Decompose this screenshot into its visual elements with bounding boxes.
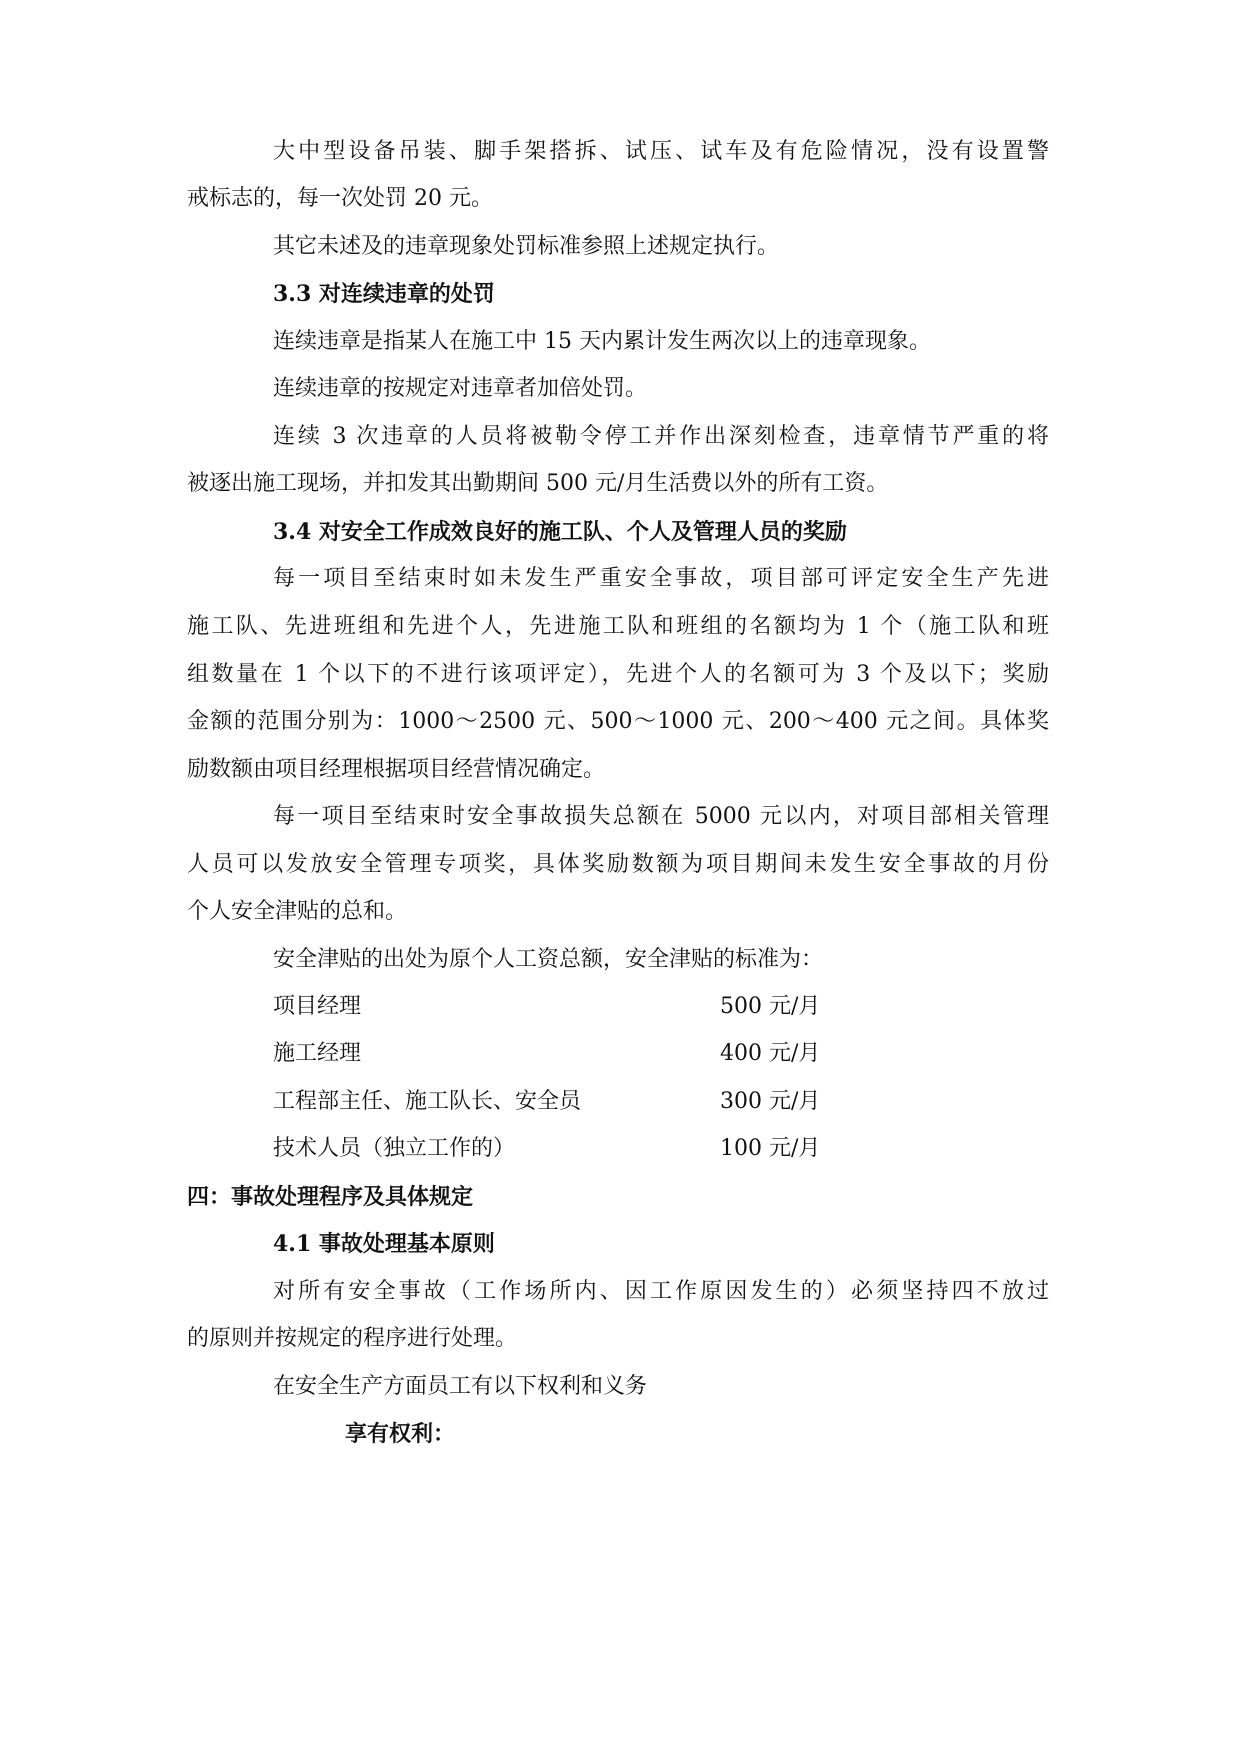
paragraph-line: 在安全生产方面员工有以下权利和义务 xyxy=(273,1374,648,1399)
paragraph-line: 每一项目至结束时安全事故损失总额在 5000 元以内，对项目部相关管理 xyxy=(273,804,1049,829)
allowance-amount: 400 元/月 xyxy=(720,1041,821,1066)
paragraph-line: 个人安全津贴的总和。 xyxy=(187,899,408,924)
allowance-role: 工程部主任、施工队长、安全员 xyxy=(273,1089,582,1114)
paragraph-line: 被逐出施工现场，并扣发其出勤期间 500 元/月生活费以外的所有工资。 xyxy=(187,471,889,496)
allowance-amount: 500 元/月 xyxy=(720,994,821,1019)
paragraph-line: 大中型设备吊装、脚手架搭拆、试压、试车及有危险情况，没有设置警 xyxy=(273,139,1049,164)
allowance-amount: 100 元/月 xyxy=(720,1136,821,1161)
chapter-heading-4: 四：事故处理程序及具体规定 xyxy=(187,1184,474,1210)
allowance-role: 技术人员（独立工作的） xyxy=(273,1136,516,1161)
paragraph-line: 励数额由项目经理根据项目经营情况确定。 xyxy=(187,757,606,782)
paragraph-line: 金额的范围分别为：1000～2500 元、500～1000 元、200～400 元之间。具体奖 xyxy=(187,709,1049,734)
paragraph-line: 对所有安全事故（工作场所内、因工作原因发生的）必须坚持四不放过 xyxy=(273,1279,1049,1304)
paragraph-line: 其它未述及的违章现象处罚标准参照上述规定执行。 xyxy=(273,234,780,259)
paragraph-line: 戒标志的，每一次处罚 20 元。 xyxy=(187,186,493,211)
allowance-role: 施工经理 xyxy=(273,1041,362,1066)
section-heading-3-3: 3.3 对连续违章的处罚 xyxy=(273,281,495,307)
section-heading-4-1: 4.1 事故处理基本原则 xyxy=(273,1231,495,1257)
allowance-role: 项目经理 xyxy=(273,994,362,1019)
paragraph-line: 人员可以发放安全管理专项奖，具体奖励数额为项目期间未发生安全事故的月份 xyxy=(187,852,1049,877)
rights-heading: 享有权利： xyxy=(345,1421,456,1447)
section-heading-3-4: 3.4 对安全工作成效良好的施工队、个人及管理人员的奖励 xyxy=(273,519,847,545)
paragraph-line: 每一项目至结束时如未发生严重安全事故，项目部可评定安全生产先进 xyxy=(273,566,1049,591)
allowance-amount: 300 元/月 xyxy=(720,1089,821,1114)
paragraph-line: 连续违章的按规定对违章者加倍处罚。 xyxy=(273,376,648,401)
paragraph-line: 组数量在 1 个以下的不进行该项评定），先进个人的名额可为 3 个及以下；奖励 xyxy=(187,662,1049,687)
paragraph-line: 施工队、先进班组和先进个人，先进施工队和班组的名额均为 1 个（施工队和班 xyxy=(187,614,1049,639)
paragraph-line: 的原则并按规定的程序进行处理。 xyxy=(187,1326,518,1351)
paragraph-line: 连续违章是指某人在施工中 15 天内累计发生两次以上的违章现象。 xyxy=(273,329,931,354)
paragraph-line: 安全津贴的出处为原个人工资总额，安全津贴的标准为： xyxy=(273,947,824,972)
paragraph-line: 连续 3 次违章的人员将被勒令停工并作出深刻检查，违章情节严重的将 xyxy=(273,424,1049,449)
